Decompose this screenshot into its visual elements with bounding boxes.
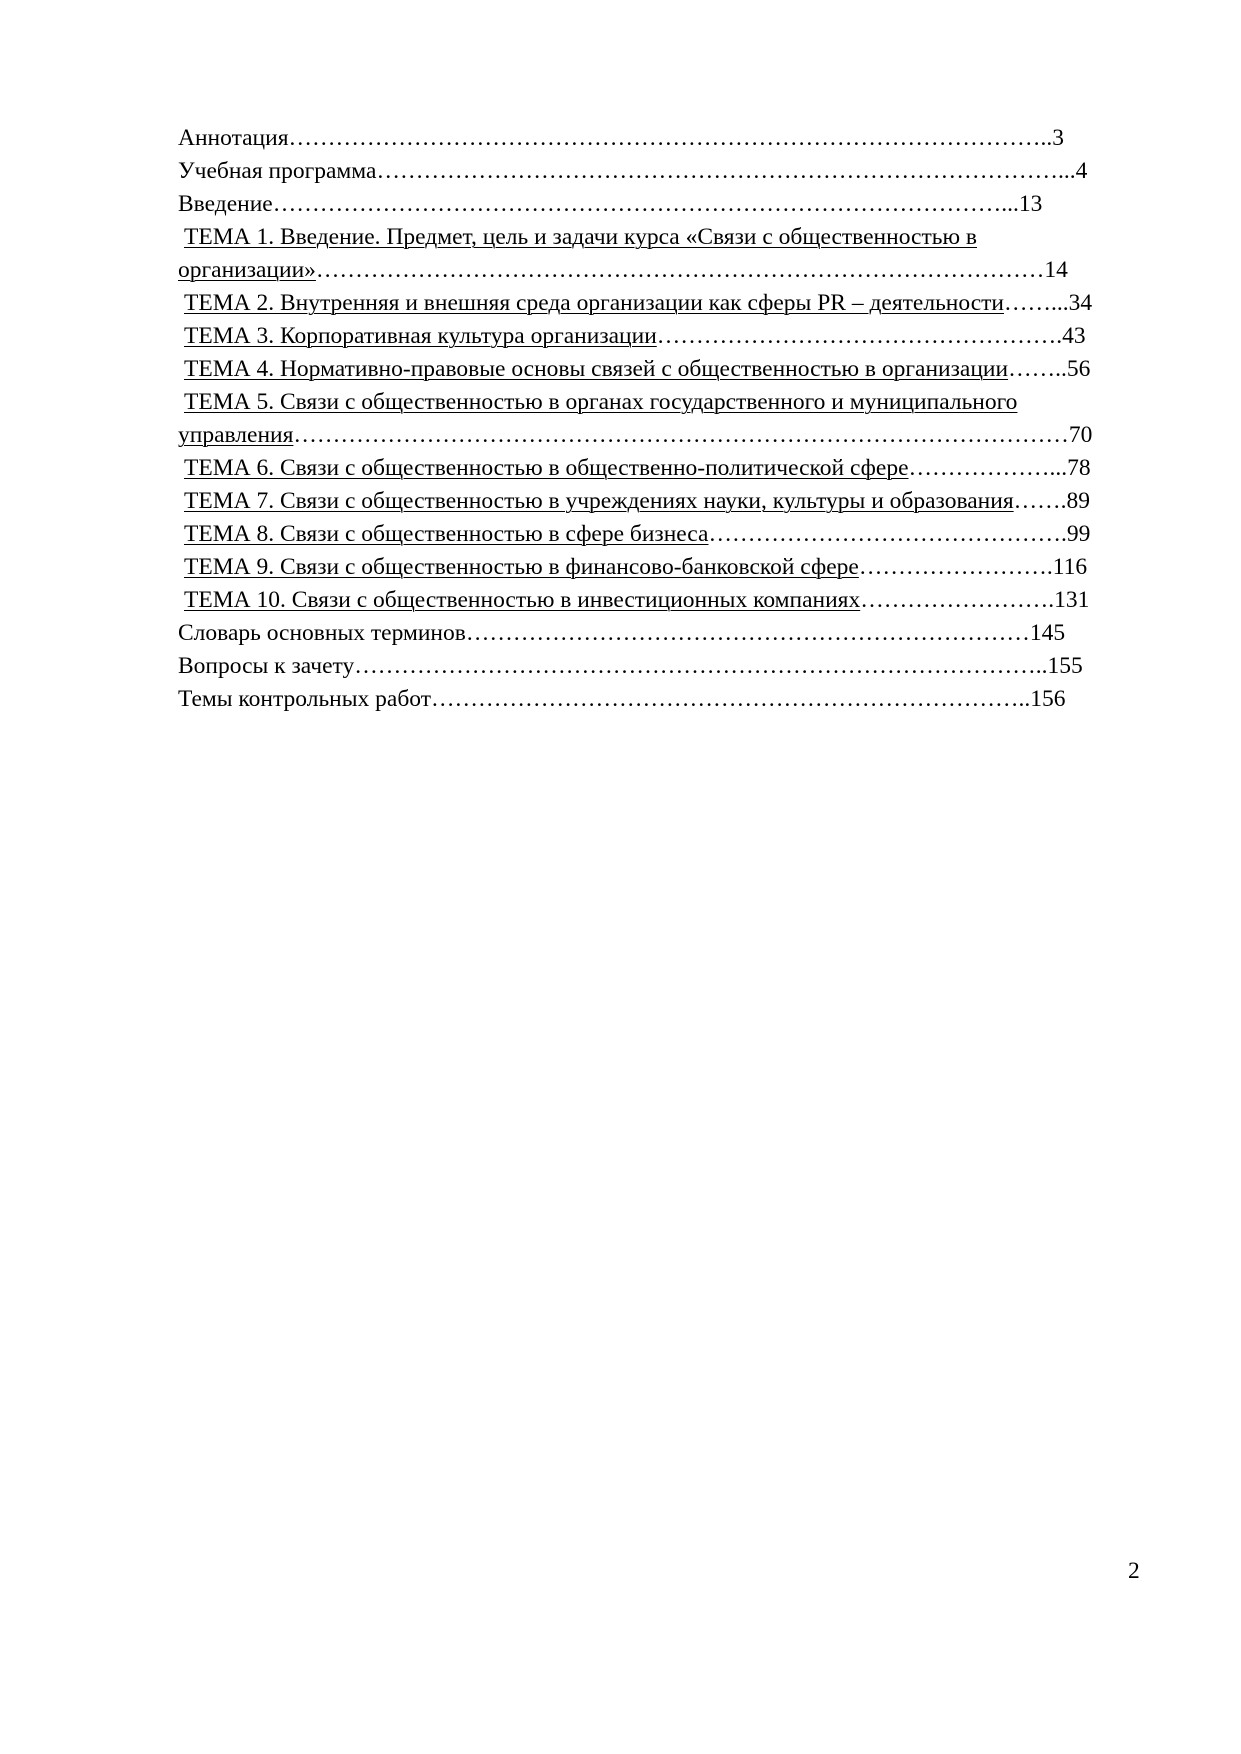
toc-entry-title: ТЕМА 6. Связи с общественностью в общественно-политической сфере — [184, 455, 909, 481]
toc-leader-dots: ……………………. — [858, 554, 1053, 580]
toc-page-number: .78 — [1061, 455, 1091, 481]
toc-entry-title: ТЕМА 9. Связи с общественностью в финансово-банковской сфере — [184, 554, 859, 580]
toc-entry-topic-9[interactable] — [178, 551, 1149, 584]
toc-page-number: 145 — [1029, 620, 1066, 646]
toc-page-number: 4 — [1075, 158, 1088, 184]
toc-entry-title: ТЕМА 1. Введение. Предмет, цель и задачи курса «Связи с общественностью в — [184, 224, 977, 250]
toc-leader-dots: ………………………………………. — [708, 521, 1067, 547]
toc-page-number: ..13 — [1007, 191, 1043, 217]
toc-entry-introduction[interactable] — [178, 188, 1143, 221]
toc-leader-dots: …….. — [1004, 290, 1063, 316]
toc-leader-dots: ……………………. — [860, 587, 1055, 613]
toc-entry-title: ТЕМА 8. Связи с общественностью в сфере бизнеса — [184, 521, 709, 547]
toc-entry-topic-2[interactable] — [178, 287, 1149, 320]
toc-leader-dots: …………………………………………………………………………….. — [354, 653, 1048, 679]
table-of-contents — [178, 122, 1158, 716]
toc-leader-dots: ………………………………………………………………….. — [431, 686, 1031, 712]
toc-entry-topic-5[interactable] — [178, 386, 1149, 419]
toc-leader-dots: ………………………………………………………………………………… — [315, 257, 1045, 283]
page-number: 2 — [1128, 1558, 1140, 1584]
toc-leader-dots: …….. — [1008, 356, 1067, 382]
toc-page-number: 14 — [1044, 257, 1068, 283]
toc-entry-topic-1-continued[interactable] — [178, 254, 1143, 287]
toc-leader-dots: ……………………………………………………………………………... — [376, 158, 1076, 184]
toc-page-number: 99 — [1066, 521, 1091, 547]
toc-page-number: 56 — [1066, 356, 1091, 382]
toc-entry-title: Вопросы к зачету — [178, 653, 355, 679]
toc-entry-topic-8[interactable] — [178, 518, 1149, 551]
toc-leader-dots: ……………………………………………. — [656, 323, 1063, 349]
toc-page-number: 70 — [1068, 422, 1093, 448]
toc-entry-title: Введение — [178, 191, 273, 217]
toc-page-number: 43 — [1062, 323, 1086, 349]
toc-leader-dots: ……. — [1013, 488, 1067, 514]
toc-leader-dots: …………………………………………………………………………………….. — [288, 125, 1053, 151]
toc-page-number: 116 — [1052, 554, 1088, 580]
toc-page-number: 3 — [1052, 125, 1065, 151]
toc-page-number: 131 — [1054, 587, 1090, 613]
toc-page-number: 155 — [1047, 653, 1083, 679]
toc-entry-title: организации» — [178, 257, 316, 283]
toc-entry-topic-1[interactable] — [178, 221, 1149, 254]
toc-entry-topic-5-continued[interactable] — [178, 419, 1143, 452]
toc-entry-title: ТЕМА 3. Корпоративная культура организации — [184, 323, 657, 349]
toc-entry-title: ТЕМА 2. Внутренняя и внешняя среда организации как сферы PR – деятельности — [184, 290, 1004, 316]
toc-entry-title: ТЕМА 7. Связи с общественностью в учреждениях науки, культуры и образования — [184, 488, 1014, 514]
toc-leader-dots: ……………………………………………………………………………………… — [293, 422, 1069, 448]
toc-entry-topic-4[interactable] — [178, 353, 1149, 386]
toc-entry-title: управления — [178, 422, 294, 448]
toc-entry-title: Словарь основных терминов — [178, 620, 466, 646]
toc-page-number: .34 — [1062, 290, 1093, 316]
toc-entry-title: Темы контрольных работ — [178, 686, 432, 712]
toc-entry-curriculum[interactable] — [178, 155, 1143, 188]
toc-entry-test-topics[interactable] — [178, 683, 1143, 716]
toc-entry-exam-questions[interactable] — [178, 650, 1143, 683]
toc-entry-title: ТЕМА 10. Связи с общественностью в инвестиционных компаниях — [184, 587, 861, 613]
toc-page-number: 89 — [1066, 488, 1091, 514]
toc-entry-annotation[interactable] — [178, 122, 1143, 155]
toc-entry-topic-7[interactable] — [178, 485, 1149, 518]
toc-entry-topic-10[interactable] — [178, 584, 1149, 617]
toc-entry-topic-3[interactable] — [178, 320, 1149, 353]
toc-leader-dots: …………………………………………………………………………………. — [272, 191, 1008, 217]
toc-entry-topic-6[interactable] — [178, 452, 1149, 485]
toc-leader-dots: ……………….. — [908, 455, 1062, 481]
toc-entry-glossary[interactable] — [178, 617, 1143, 650]
toc-page-number: 156 — [1030, 686, 1066, 712]
toc-leader-dots: ……………………………………………………………… — [465, 620, 1030, 646]
toc-entry-title: Аннотация — [178, 125, 289, 151]
toc-entry-title: ТЕМА 5. Связи с общественностью в органах государственного и муниципального — [184, 389, 1018, 415]
toc-entry-title: ТЕМА 4. Нормативно-правовые основы связей с общественностью в организации — [184, 356, 1009, 382]
toc-entry-title: Учебная программа — [178, 158, 377, 184]
